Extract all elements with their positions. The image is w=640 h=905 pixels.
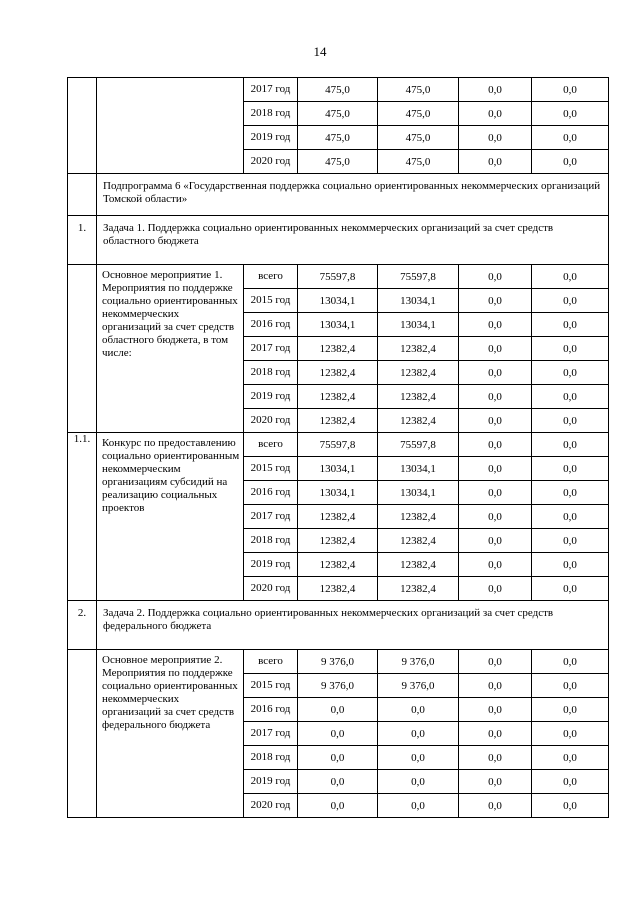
- period-cell: 2019 год: [244, 770, 298, 794]
- task-row: [68, 216, 609, 265]
- value-cell: 0,0: [459, 433, 532, 457]
- value-cell: 9 376,0: [378, 674, 459, 698]
- row-number-cell: [68, 650, 97, 818]
- value-cell: 0,0: [459, 265, 532, 289]
- value-cell: 475,0: [298, 150, 378, 174]
- value-cell: 0,0: [532, 650, 609, 674]
- value-cell: 12382,4: [298, 529, 378, 553]
- value-cell: 12382,4: [298, 577, 378, 601]
- measure-label-cell: Конкурс по предоставлению социально ориентированным некоммерческим организациям субсидий на реализацию социальных проектов: [97, 433, 244, 601]
- value-cell: 475,0: [298, 102, 378, 126]
- value-cell: 0,0: [532, 505, 609, 529]
- value-cell: 0,0: [459, 337, 532, 361]
- period-cell: 2019 год: [244, 553, 298, 577]
- value-cell: 12382,4: [298, 553, 378, 577]
- value-cell: 475,0: [378, 102, 459, 126]
- period-cell: 2018 год: [244, 102, 298, 126]
- value-cell: 0,0: [459, 505, 532, 529]
- value-cell: 0,0: [532, 553, 609, 577]
- period-cell: 2016 год: [244, 698, 298, 722]
- value-cell: 0,0: [459, 361, 532, 385]
- period-cell: 2020 год: [244, 794, 298, 818]
- value-cell: 0,0: [532, 385, 609, 409]
- value-cell: 0,0: [459, 313, 532, 337]
- value-cell: 0,0: [298, 770, 378, 794]
- value-cell: 0,0: [532, 409, 609, 433]
- period-cell: 2017 год: [244, 505, 298, 529]
- value-cell: 0,0: [532, 337, 609, 361]
- table-row: [68, 650, 609, 674]
- value-cell: 0,0: [298, 746, 378, 770]
- value-cell: 0,0: [459, 674, 532, 698]
- value-cell: 12382,4: [298, 385, 378, 409]
- value-cell: 12382,4: [298, 337, 378, 361]
- period-cell: 2018 год: [244, 529, 298, 553]
- value-cell: 0,0: [378, 794, 459, 818]
- period-cell: 2018 год: [244, 361, 298, 385]
- table-row: [68, 265, 609, 289]
- value-cell: 475,0: [298, 78, 378, 102]
- value-cell: 75597,8: [298, 265, 378, 289]
- period-cell: всего: [244, 265, 298, 289]
- value-cell: 475,0: [378, 78, 459, 102]
- value-cell: 12382,4: [378, 577, 459, 601]
- period-cell: 2015 год: [244, 457, 298, 481]
- value-cell: 0,0: [298, 722, 378, 746]
- period-cell: 2015 год: [244, 674, 298, 698]
- value-cell: 12382,4: [378, 409, 459, 433]
- task-title: Задача 1. Поддержка социально ориентированных некоммерческих организаций за счет средств областного бюджета: [97, 216, 609, 265]
- task-row: [68, 601, 609, 650]
- value-cell: 75597,8: [378, 433, 459, 457]
- value-cell: 0,0: [459, 553, 532, 577]
- table-row: [68, 433, 609, 457]
- value-cell: 0,0: [378, 722, 459, 746]
- value-cell: 0,0: [532, 78, 609, 102]
- value-cell: 12382,4: [298, 361, 378, 385]
- value-cell: 0,0: [459, 722, 532, 746]
- value-cell: 0,0: [378, 770, 459, 794]
- measure-label-cell: [97, 78, 244, 174]
- value-cell: 12382,4: [378, 337, 459, 361]
- period-cell: 2019 год: [244, 126, 298, 150]
- value-cell: 0,0: [459, 577, 532, 601]
- subprogram-title: Подпрограмма 6 «Государственная поддержка социально ориентированных некоммерческих организаций Томской области»: [97, 174, 609, 216]
- value-cell: 0,0: [459, 409, 532, 433]
- period-cell: 2017 год: [244, 78, 298, 102]
- value-cell: 12382,4: [378, 385, 459, 409]
- value-cell: 0,0: [532, 457, 609, 481]
- value-cell: 0,0: [532, 150, 609, 174]
- period-cell: 2016 год: [244, 481, 298, 505]
- value-cell: 0,0: [459, 289, 532, 313]
- value-cell: 0,0: [532, 698, 609, 722]
- value-cell: 9 376,0: [298, 674, 378, 698]
- value-cell: 0,0: [459, 481, 532, 505]
- table-row: [68, 78, 609, 102]
- value-cell: 0,0: [532, 102, 609, 126]
- value-cell: 0,0: [378, 746, 459, 770]
- subprogram-row: [68, 174, 609, 216]
- value-cell: 0,0: [298, 698, 378, 722]
- value-cell: 75597,8: [378, 265, 459, 289]
- value-cell: 0,0: [532, 289, 609, 313]
- value-cell: 475,0: [298, 126, 378, 150]
- page-number: 14: [313, 44, 327, 59]
- value-cell: 0,0: [459, 457, 532, 481]
- value-cell: 0,0: [378, 698, 459, 722]
- value-cell: 0,0: [532, 794, 609, 818]
- value-cell: 13034,1: [378, 289, 459, 313]
- value-cell: 475,0: [378, 150, 459, 174]
- value-cell: 0,0: [532, 674, 609, 698]
- measure-label-cell: Основное мероприятие 1. Мероприятия по поддержке социально ориентированных некоммерческих организаций за счет средств областного бюджета, в том числе:: [97, 265, 244, 433]
- value-cell: 0,0: [459, 794, 532, 818]
- value-cell: 0,0: [532, 265, 609, 289]
- row-number-cell: [68, 78, 97, 174]
- value-cell: 13034,1: [298, 313, 378, 337]
- row-number-cell: [68, 174, 97, 216]
- value-cell: 9 376,0: [378, 650, 459, 674]
- value-cell: 0,0: [532, 770, 609, 794]
- task-title: Задача 2. Поддержка социально ориентированных некоммерческих организаций за счет средств федерального бюджета: [97, 601, 609, 650]
- value-cell: 12382,4: [378, 505, 459, 529]
- period-cell: 2019 год: [244, 385, 298, 409]
- value-cell: 0,0: [532, 746, 609, 770]
- period-cell: 2020 год: [244, 150, 298, 174]
- value-cell: 13034,1: [378, 457, 459, 481]
- row-number-cell: [68, 265, 97, 433]
- value-cell: 0,0: [459, 746, 532, 770]
- value-cell: 0,0: [459, 126, 532, 150]
- period-cell: 2020 год: [244, 577, 298, 601]
- value-cell: 0,0: [459, 385, 532, 409]
- value-cell: 13034,1: [378, 481, 459, 505]
- row-number-cell: 2.: [68, 601, 97, 650]
- value-cell: 13034,1: [378, 313, 459, 337]
- period-cell: всего: [244, 433, 298, 457]
- value-cell: 475,0: [378, 126, 459, 150]
- value-cell: 0,0: [459, 78, 532, 102]
- period-cell: 2017 год: [244, 722, 298, 746]
- value-cell: 0,0: [298, 794, 378, 818]
- period-cell: 2020 год: [244, 409, 298, 433]
- value-cell: 12382,4: [378, 361, 459, 385]
- value-cell: 0,0: [459, 770, 532, 794]
- value-cell: 75597,8: [298, 433, 378, 457]
- value-cell: 12382,4: [298, 505, 378, 529]
- value-cell: 13034,1: [298, 481, 378, 505]
- value-cell: 0,0: [532, 313, 609, 337]
- value-cell: 13034,1: [298, 289, 378, 313]
- row-number-cell: 1.: [68, 216, 97, 265]
- measure-label-cell: Основное мероприятие 2. Мероприятия по поддержке социально ориентированных некоммерческих организаций за счет средств федерального бюджета: [97, 650, 244, 818]
- value-cell: 0,0: [532, 577, 609, 601]
- value-cell: 0,0: [532, 529, 609, 553]
- value-cell: 0,0: [532, 481, 609, 505]
- value-cell: 0,0: [459, 650, 532, 674]
- value-cell: 12382,4: [378, 553, 459, 577]
- period-cell: всего: [244, 650, 298, 674]
- value-cell: 0,0: [532, 722, 609, 746]
- value-cell: 13034,1: [298, 457, 378, 481]
- period-cell: 2015 год: [244, 289, 298, 313]
- period-cell: 2016 год: [244, 313, 298, 337]
- value-cell: 0,0: [459, 150, 532, 174]
- budget-table: [67, 77, 609, 818]
- value-cell: 0,0: [459, 529, 532, 553]
- value-cell: 12382,4: [298, 409, 378, 433]
- value-cell: 0,0: [532, 361, 609, 385]
- value-cell: 0,0: [459, 102, 532, 126]
- value-cell: 0,0: [532, 433, 609, 457]
- value-cell: 12382,4: [378, 529, 459, 553]
- value-cell: 9 376,0: [298, 650, 378, 674]
- period-cell: 2018 год: [244, 746, 298, 770]
- row-number-cell: 1.1.: [68, 433, 97, 601]
- period-cell: 2017 год: [244, 337, 298, 361]
- value-cell: 0,0: [459, 698, 532, 722]
- value-cell: 0,0: [532, 126, 609, 150]
